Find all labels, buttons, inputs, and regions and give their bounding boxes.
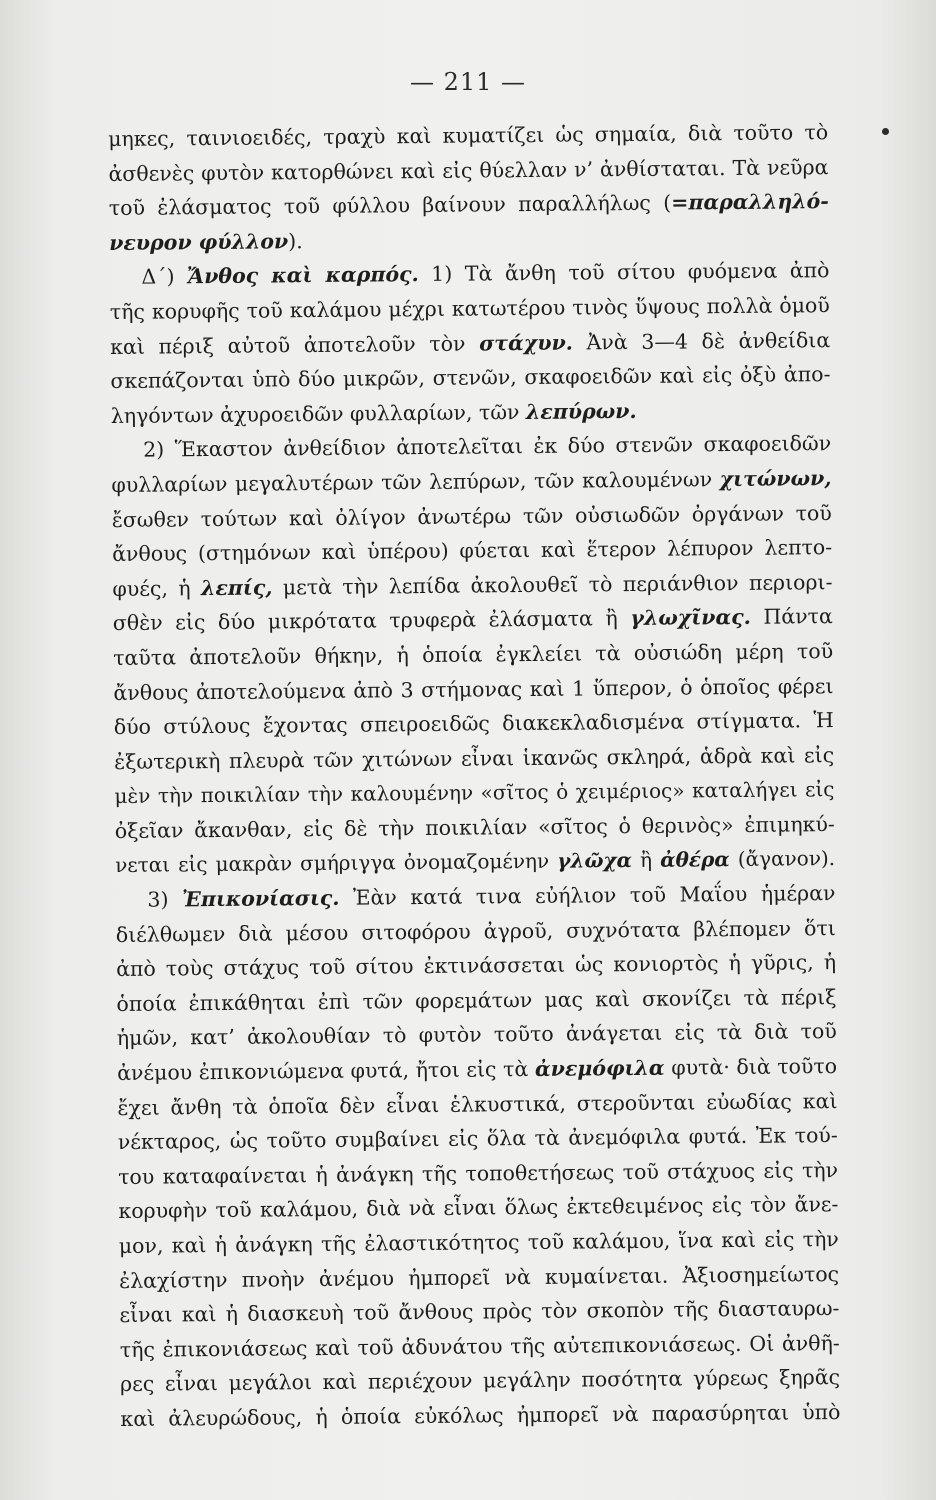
term-glochines: γλωχῖνας. [630, 605, 751, 631]
text-line-13: ἄνθους (στημόνων καὶ ὑπέρου) φύεται καὶ ἕτερον λέπυρον λεπτο- [112, 535, 833, 567]
section-title-flower-fruit: Ἄνθος καὶ καρπός. [186, 262, 419, 289]
text-line-33: μον, καὶ ἡ ἀνάγκη τῆς ἐλαστικότητος τοῦ καλάμου, ἵνα καὶ εἰς τὴν [118, 1227, 839, 1258]
text-line-26: ὁποία ἐπικάθηται ἐπὶ τῶν φορεμάτων μας καὶ σκονίζει τὰ πέριξ [116, 984, 837, 1016]
text-line-29: ἔχει ἄνθη τὰ ὁποῖα δὲν εἶναι ἑλκυστικά, στεροῦνται εὐωδίας καὶ [117, 1088, 838, 1120]
text-line-19: ἐξωτερικὴ πλευρὰ τῶν χιτώνων εἶναι ἱκανῶς σκληρά, ἁδρὰ καὶ εἰς [114, 742, 835, 774]
term-glocha: γλῶχα [557, 848, 633, 874]
text-line-14: φυές, ἡ λεπίς, μετὰ τὴν λεπίδα ἀκολουθεῖ τὸ περιάνθιον περιορι- [112, 569, 833, 601]
section-heading-line-flower-fruit: Δ΄) Ἄνθος καὶ καρπός. 1) Τὰ ἄνθη τοῦ σίτου φυόμενα ἀπὸ [141, 258, 830, 290]
text-line-11: φυλλαρίων μεγαλυτέρων τῶν λεπύρων, τῶν καλουμένων χιτώνων, [111, 466, 832, 497]
text-line-9: ληγόντων ἀχυροειδῶν φυλλαρίων, τῶν λεπύρων. [110, 398, 637, 428]
section-heading-line-pollination: 3) Ἐπικονίασις. Ἐὰν κατά τινα εὐήλιον τοῦ Μαΐου ἡμέραν [147, 881, 836, 912]
page-number: — 211 — [409, 68, 527, 96]
text-line-6: τῆς κορυφῆς τοῦ καλάμου μέχρι κατωτέρου τινὸς ὕψους πολλὰ ὁμοῦ [109, 293, 830, 324]
term-parallel-veined: =παραλληλό- [671, 189, 829, 215]
text-line-36: τῆς ἐπικονιάσεως καὶ τοῦ ἀδυνάτου τῆς αὐτεπικονιάσεως. Οἱ ἀνθῆ- [119, 1330, 840, 1362]
text-line-22: νεται εἰς μακρὰν σμήριγγα ὀνομαζομένην γλῶχα ἢ ἀθέρα (ἄγανον). [115, 846, 836, 878]
text-line-25: ἀπὸ τοὺς στάχυς τοῦ σίτου ἐκτινάσσεται ὡς κονιορτὸς ἡ γῦρις, ἡ [116, 950, 837, 982]
text-line-27: ἡμῶν, κατ’ ἀκολουθίαν τὸ φυτὸν τοῦτο ἀνάγεται εἰς τὰ διὰ τοῦ [116, 1019, 837, 1051]
text-line-4: νευρον φύλλον). [109, 228, 303, 255]
text-line-12: ἔσωθεν τούτων καὶ ὀλίγον ἀνωτέρω τῶν οὐσιωδῶν ὀργάνων τοῦ [111, 500, 832, 532]
text-line-34: ἐλαχίστην πνοὴν ἀνέμου ἠμπορεῖ νὰ κυμαίνεται. Ἀξιοσημείωτος [119, 1261, 840, 1293]
text-line-28: ἀνέμου ἐπικονιώμενα φυτά, ἤτοι εἰς τὰ ἀνεμόφιλα φυτὰ· διὰ τοῦτο [117, 1054, 838, 1085]
text-line-10: 2) Ἕκαστον ἀνθείδιον ἀποτελεῖται ἐκ δύο στενῶν σκαφοειδῶν [143, 431, 832, 463]
text-line-21: ὀξεῖαν ἄκανθαν, εἰς δὲ τὴν ποικιλίαν «σῖτος ὁ θερινὸς» ἐπιμηκύ- [114, 811, 835, 843]
text-line-30: νέκταρος, ὡς τοῦτο συμβαίνει εἰς ὅλα τὰ ἀνεμόφιλα φυτά. Ἐκ τού- [117, 1123, 838, 1155]
body-text [108, 115, 841, 1436]
text-line-2: ἀσθενὲς φυτὸν κατορθώνει καὶ εἰς θύελλαν ν’ ἀνθίσταται. Τὰ νεῦρα [108, 154, 829, 186]
text-line-31: του καταφαίνεται ἡ ἀνάγκη τῆς τοποθετήσεως τοῦ στάχυος εἰς τὴν [118, 1157, 839, 1189]
term-chitons: χιτώνων, [719, 466, 832, 492]
text-line-1: μηκες, ταινιοειδές, τραχὺ καὶ κυματίζει ὡς σημαία, διὰ τοῦτο τὸ [108, 120, 829, 151]
term-parallel-veined-cont: νευρον φύλλον [109, 229, 289, 255]
text-line-18: δύο στύλους ἔχοντας σπειροειδῶς διακεκλαδισμένα στίγματα. Ἡ [113, 708, 834, 740]
term-glumes: λεπύρων. [525, 398, 637, 424]
text-line-24: διέλθωμεν διὰ μέσου σιτοφόρου ἀγροῦ, συχνότατα βλέπομεν ὅτι [115, 915, 836, 947]
text-line-3: τοῦ ἐλάσματος τοῦ φύλλου βαίνουν παραλλήλως (=παραλληλό- [108, 189, 829, 221]
text-line-16: ταῦτα ἀποτελοῦν θήκην, ἡ ὁποία ἐγκλείει τὰ οὐσιώδη μέρη τοῦ [113, 638, 834, 670]
text-line-17: ἄνθους ἀποτελούμενα ἀπὸ 3 στήμονας καὶ 1 ὕπερον, ὁ ὁποῖος φέρει [113, 673, 834, 705]
text-line-38: καὶ ἀλευρώδους, ἡ ὁποία εὐκόλως ἠμπορεῖ νὰ παρασύρηται ὑπὸ [120, 1399, 841, 1431]
ink-dot [882, 128, 889, 135]
term-lepis: λεπίς, [200, 575, 273, 600]
text-line-32: κορυφὴν τοῦ καλάμου, διὰ νὰ εἶναι ὅλως ἐκτεθειμένος εἰς τὸν ἄνε- [118, 1192, 839, 1224]
term-athera: ἀθέρα [660, 847, 730, 873]
term-spike: στάχυν. [479, 330, 573, 356]
text-line-8: σκεπάζονται ὑπὸ δύο μικρῶν, στενῶν, σκαφοειδῶν καὶ εἰς ὀξὺ ἀπο- [110, 362, 831, 394]
term-anemophila: ἀνεμόφιλα [534, 1055, 665, 1081]
section-title-pollination: Ἐπικονίασις. [181, 885, 340, 912]
text-line-20: μὲν τὴν ποικιλίαν τὴν καλουμένην «σῖτος ὁ χειμέριος» καταλήγει εἰς [114, 777, 835, 809]
text-line-15: σθὲν εἰς δύο μικρότατα τρυφερὰ ἐλάσματα ἢ γλωχῖνας. Πάντα [112, 604, 833, 636]
text-line-35: εἶναι καὶ ἡ διασκευὴ τοῦ ἄνθους πρὸς τὸν σκοπὸν τῆς διασταυρω- [119, 1296, 840, 1328]
text-line-7: καὶ πέριξ αὐτοῦ ἀποτελοῦν τὸν στάχυν. Ἀνὰ 3—4 δὲ ἀνθείδια [110, 327, 831, 359]
text-line-37: ρες εἶναι μεγάλοι καὶ περιέχουν μεγάλην ποσότητα γύρεως ξηρᾶς [120, 1365, 841, 1397]
